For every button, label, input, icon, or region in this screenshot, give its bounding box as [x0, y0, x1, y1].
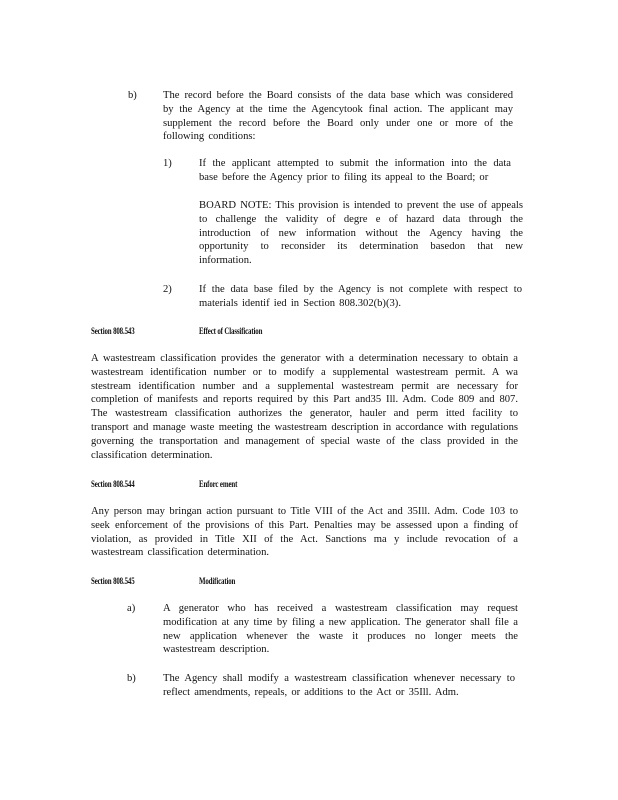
- item-1-label: 1): [163, 158, 172, 169]
- item-b-545-text: The Agency shall modify a wastestream classification whenever necessary to reflect amendments, repeals, or additions to the Act or 35Ill. Adm.: [163, 673, 515, 698]
- board-note: BOARD NOTE: This provision is intended to prevent the use of appeals to challenge the validity of degre e of hazard data through the introduction of new information without the Agency having the opportunity to reconsider its determination basedon that new information.: [199, 200, 523, 267]
- section-808-543-number: Section 808.543: [91, 326, 135, 337]
- section-808-544-title: Enforc ement: [199, 479, 238, 490]
- item-1-text: If the applicant attempted to submit the information into the data base before the Agency prior to filing its appeal to the Board; or: [199, 158, 511, 183]
- section-808-545-title: Modification: [199, 576, 236, 587]
- item-2-text: If the data base filed by the Agency is not complete with respect to materials identif ied in Section 808.302(b)(3).: [199, 284, 522, 309]
- section-808-544-paragraph: Any person may bringan action pursuant to Title VIII of the Act and 35Ill. Adm. Code 103 to seek enforcement of the provisions of this Part. Penalties may be assessed upon a finding of violation, as provided in Title XII of the Act. Sanctions ma y include revocation of a wastestream classification determination.: [91, 506, 518, 559]
- item-b-label: b): [128, 90, 137, 101]
- section-808-544-number: Section 808.544: [91, 479, 135, 490]
- section-808-543-title: Effect of Classification: [199, 326, 263, 337]
- item-b-545-label: b): [127, 673, 136, 684]
- item-a-545-text: A generator who has received a wastestream classification may request modification at any time by filing a new application. The generator shall file a new application whenever the waste it produces no longer meets the wastestream description.: [163, 603, 518, 656]
- section-808-545-number: Section 808.545: [91, 576, 135, 587]
- section-808-543-paragraph: A wastestream classification provides the generator with a determination necessary to obtain a wastestream identification number or to modify a supplemental wastestream permit. A wa stestream identification number and a supplemental wastestream permit are necessary for completion of manifests and reports required by this Part and35 Ill. Adm. Code 809 and 807. The wastestream classification authorizes the generator, hauler and perm itted facility to transport and manage waste meeting the wastestream description in accordance with regulations governing the transportation and management of special waste of the class provided in the classification determination.: [91, 353, 518, 461]
- item-2-label: 2): [163, 284, 172, 295]
- item-b-text: The record before the Board consists of the data base which was considered by the Agency at the time the Agencytook final action. The applicant may supplement the record before the Board only under one or more of the following conditions:: [163, 90, 513, 143]
- item-a-545-label: a): [127, 603, 136, 614]
